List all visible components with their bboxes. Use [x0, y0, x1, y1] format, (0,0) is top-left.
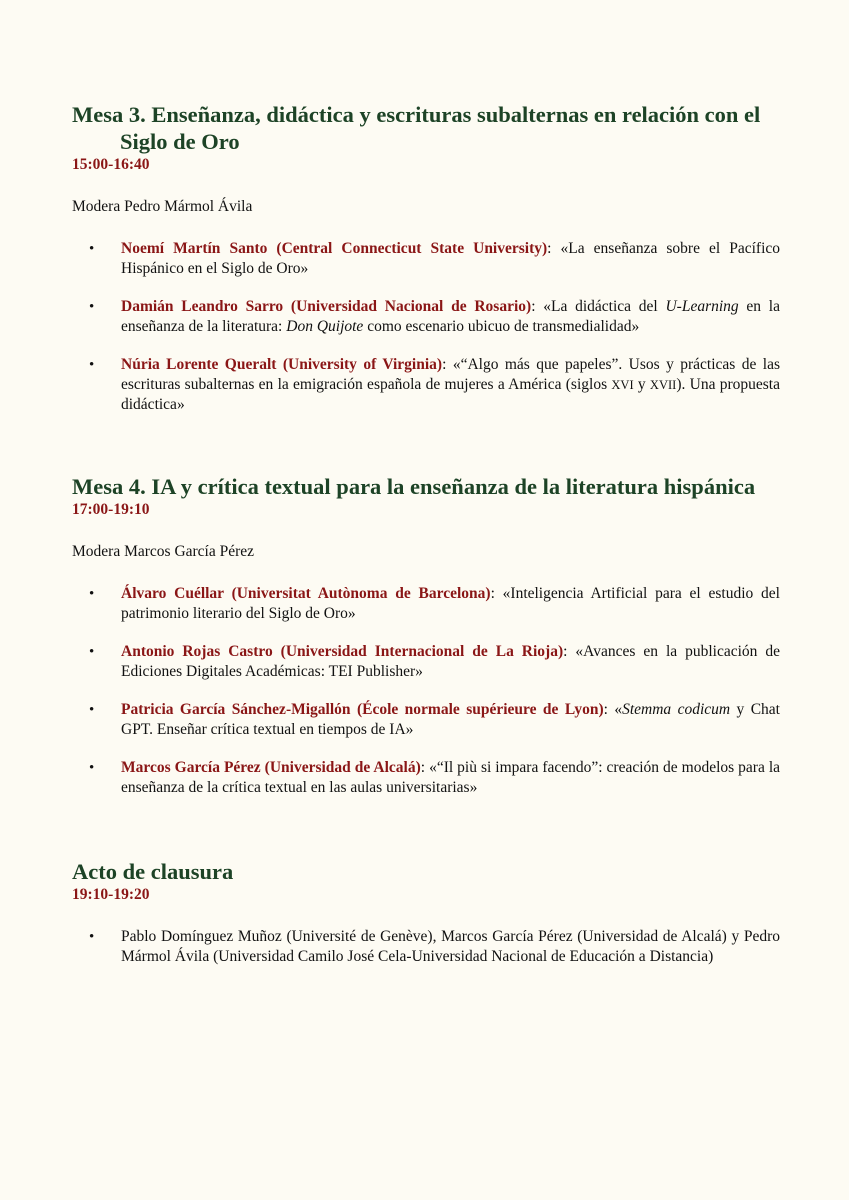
section-closing: [72, 858, 780, 967]
list-item: [72, 700, 780, 740]
list-item: [72, 642, 780, 682]
section-time: 19:10-19:20: [72, 886, 150, 903]
speaker-name: Álvaro Cuéllar (Universitat Autònoma de Barcelona): [121, 585, 491, 602]
speaker-name: Noemí Martín Santo (Central Connecticut State University): [121, 240, 548, 257]
section-title: Acto de clausura: [72, 859, 234, 884]
bullet-icon: •: [89, 760, 95, 776]
talk-title: en la enseñanza de la literatura:: [121, 298, 780, 335]
speaker-name: Damián Leandro Sarro (Universidad Nacional de Rosario): [121, 298, 532, 315]
talk-title-italic: U-Learning: [665, 298, 739, 315]
list-item: [72, 927, 780, 967]
bullet-icon: •: [89, 357, 95, 373]
talk-title: «“Algo más que papeles”. Usos y prácticas de las escrituras subalternas en la emigración española de mujeres a América (siglos: [121, 356, 781, 393]
speaker-name: Patricia García Sánchez-Migallón (École normale supérieure de Lyon): [121, 701, 604, 718]
roman-numeral: XVI: [611, 378, 634, 392]
section-mesa-3: [72, 101, 780, 415]
list-item: [72, 584, 780, 624]
separator: :: [531, 298, 544, 315]
talk-title: «Inteligencia Artificial para el estudio del patrimonio literario del Siglo de Oro»: [121, 585, 780, 622]
moderator: Modera Marcos García Pérez: [72, 543, 255, 560]
section-title: Mesa 3. Enseñanza, didáctica y escrituras subalternas en relación con el Siglo de Oro: [72, 102, 761, 154]
talk-title: ). Una propuesta didáctica»: [121, 376, 780, 413]
talk-title-italic: Don Quijote: [286, 318, 364, 335]
talk-title: «: [614, 701, 623, 718]
separator: :: [420, 759, 430, 776]
bullet-icon: •: [89, 644, 95, 660]
section-title: Mesa 4. IA y crítica textual para la enseñanza de la literatura hispánica: [72, 474, 756, 499]
talk-title-italic: Stemma codicum: [622, 701, 731, 718]
roman-numeral: XVII: [649, 378, 677, 392]
bullet-icon: •: [89, 929, 95, 945]
bullet-icon: •: [89, 702, 95, 718]
bullet-icon: •: [89, 241, 95, 257]
talk-title: y: [633, 376, 650, 393]
separator: :: [603, 701, 615, 718]
list-item: [72, 239, 780, 279]
separator: :: [442, 356, 453, 373]
talk-list: [72, 584, 780, 798]
talk-title: «La didáctica del: [543, 298, 666, 315]
speaker-name: Marcos García Pérez (Universidad de Alcalá): [121, 759, 421, 776]
speaker-name: Núria Lorente Queralt (University of Virginia): [121, 356, 443, 373]
separator: :: [547, 240, 561, 257]
list-item: [72, 297, 780, 337]
talk-title: «La enseñanza sobre el Pacífico Hispánico en el Siglo de Oro»: [121, 240, 781, 277]
talk-title: y Chat GPT. Enseñar crítica textual en tiempos de IA»: [121, 701, 780, 738]
section-time: 17:00-19:10: [72, 501, 150, 518]
separator: :: [563, 643, 576, 660]
closing-participants: Pablo Domínguez Muñoz (Université de Genève), Marcos García Pérez (Universidad de Alcalá) y Pedro Mármol Ávila (Universidad Camilo José Cela-Universidad Nacional de Educación a Distancia): [121, 928, 780, 965]
talk-title: como escenario ubicuo de transmedialidad»: [363, 318, 640, 335]
closing-list: [72, 927, 780, 967]
separator: :: [490, 585, 503, 602]
talk-title: «“Il più si impara facendo”: creación de modelos para la enseñanza de la crítica textual en las aulas universitarias»: [121, 759, 781, 796]
bullet-icon: •: [89, 299, 95, 315]
talk-list: [72, 239, 780, 415]
list-item: [72, 758, 780, 798]
section-time: 15:00-16:40: [72, 156, 150, 173]
moderator: Modera Pedro Mármol Ávila: [72, 198, 253, 215]
talk-title: «Avances en la publicación de Ediciones Digitales Académicas: TEI Publisher»: [121, 643, 781, 680]
section-mesa-4: [72, 473, 780, 798]
speaker-name: Antonio Rojas Castro (Universidad Internacional de La Rioja): [121, 643, 564, 660]
list-item: [72, 355, 780, 415]
bullet-icon: •: [89, 586, 95, 602]
